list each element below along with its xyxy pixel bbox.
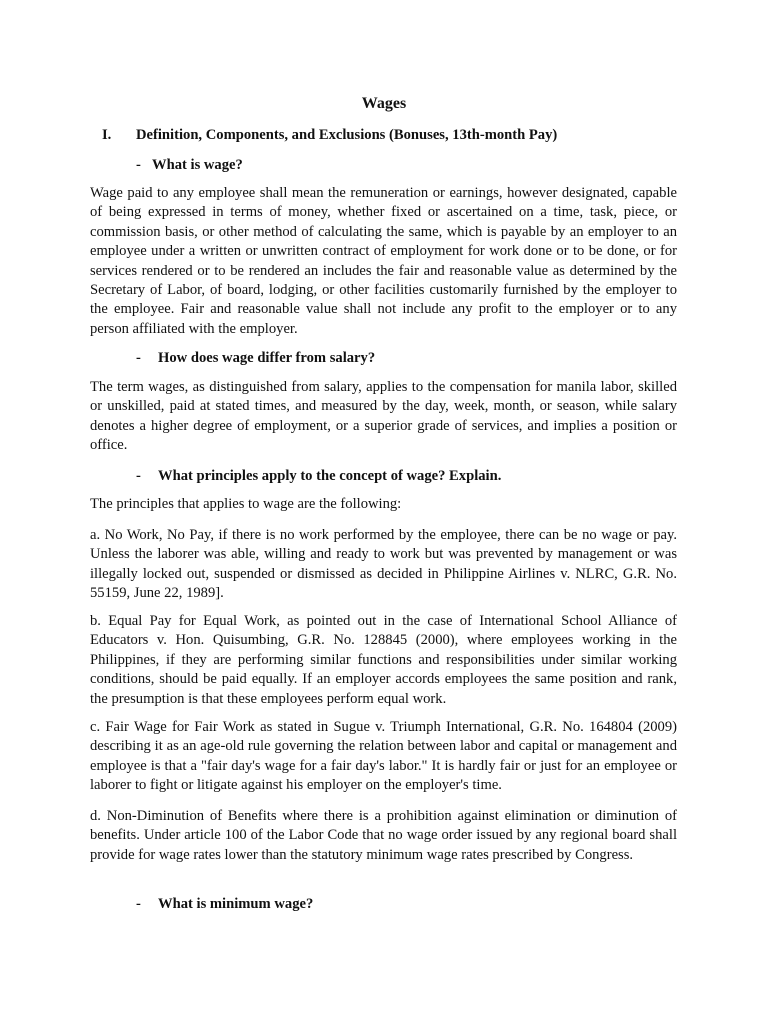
question-minimum-wage	[136, 895, 313, 913]
paragraph-wage-definition: Wage paid to any employee shall mean the remuneration or earnings, however designated, capable of being expressed in terms of money, whether fixed or ascertained on a time, task, piece, or commission basis, or other method of calculating the same, which is payable by an employer to an employee under a written or unwritten contract of employment for work done or to be done, or for services rendered or to be rendered an includes the fair and reasonable value as determined by the Secretary of Labor, of board, lodging, or other facilities customarily furnished by the employer to the employee. Fair and reasonable value shall not include any profit to the employer or to any person affiliated with the employer.	[90, 185, 677, 337]
question-wage-principles	[136, 467, 501, 485]
question-wage-vs-salary	[136, 349, 375, 367]
question-text: What is minimum wage?	[158, 896, 314, 912]
page-title: Wages	[361, 95, 407, 112]
section-heading	[102, 126, 557, 144]
bullet-dash: -	[136, 896, 141, 912]
question-text: What principles apply to the concept of wage? Explain.	[158, 468, 502, 484]
section-number: I.	[102, 127, 112, 143]
bullet-dash: -	[136, 157, 141, 173]
paragraph-fair-wage: c. Fair Wage for Fair Work as stated in Sugue v. Triumph International, G.R. No. 164804 (2009) describing it as an age-old rule governing the relation between labor and capital or management and employee is that a "fair day's wage for a fair day's labor." It is hardly fair or just for an employee or laborer to fight or litigate against his employer on the employer's time.	[90, 719, 677, 794]
question-text: What is wage?	[152, 157, 243, 173]
question-what-is-wage	[136, 156, 243, 174]
paragraph-principles-intro: The principles that applies to wage are the following:	[90, 496, 402, 512]
question-text: How does wage differ from salary?	[158, 350, 376, 366]
section-heading-text: Definition, Components, and Exclusions (Bonuses, 13th-month Pay)	[136, 127, 558, 143]
bullet-dash: -	[136, 468, 141, 484]
bullet-dash: -	[136, 350, 141, 366]
paragraph-equal-pay: b. Equal Pay for Equal Work, as pointed out in the case of International School Alliance of Educators v. Hon. Quisumbing, G.R. No. 128845 (2000), where employees working in the Philippines, if they are performing similar functions and responsibilities under similar working conditions, should be paid equally. If an employer accords employees the same position and rank, the presumption is that these employees perform equal work.	[90, 613, 677, 707]
paragraph-non-diminution: d. Non-Diminution of Benefits where there is a prohibition against elimination or diminution of benefits. Under article 100 of the Labor Code that no wage order issued by any regional board shall provide for wage rates lower than the statutory minimum wage rates prescribed by Congress.	[90, 808, 677, 863]
paragraph-no-work-no-pay: a. No Work, No Pay, if there is no work performed by the employee, there can be no wage or pay. Unless the laborer was able, willing and ready to work but was prevented by management or was illegally locked out, suspended or dismissed as decided in Philippine Airlines v. NLRC, G.R. No. 55159, June 22, 1989].	[90, 527, 677, 602]
paragraph-wage-vs-salary: The term wages, as distinguished from salary, applies to the compensation for manila labor, skilled or unskilled, paid at stated times, and measured by the day, week, month, or season, while salary denotes a higher degree of employment, or a superior grade of services, and implies a position or office.	[90, 379, 677, 454]
